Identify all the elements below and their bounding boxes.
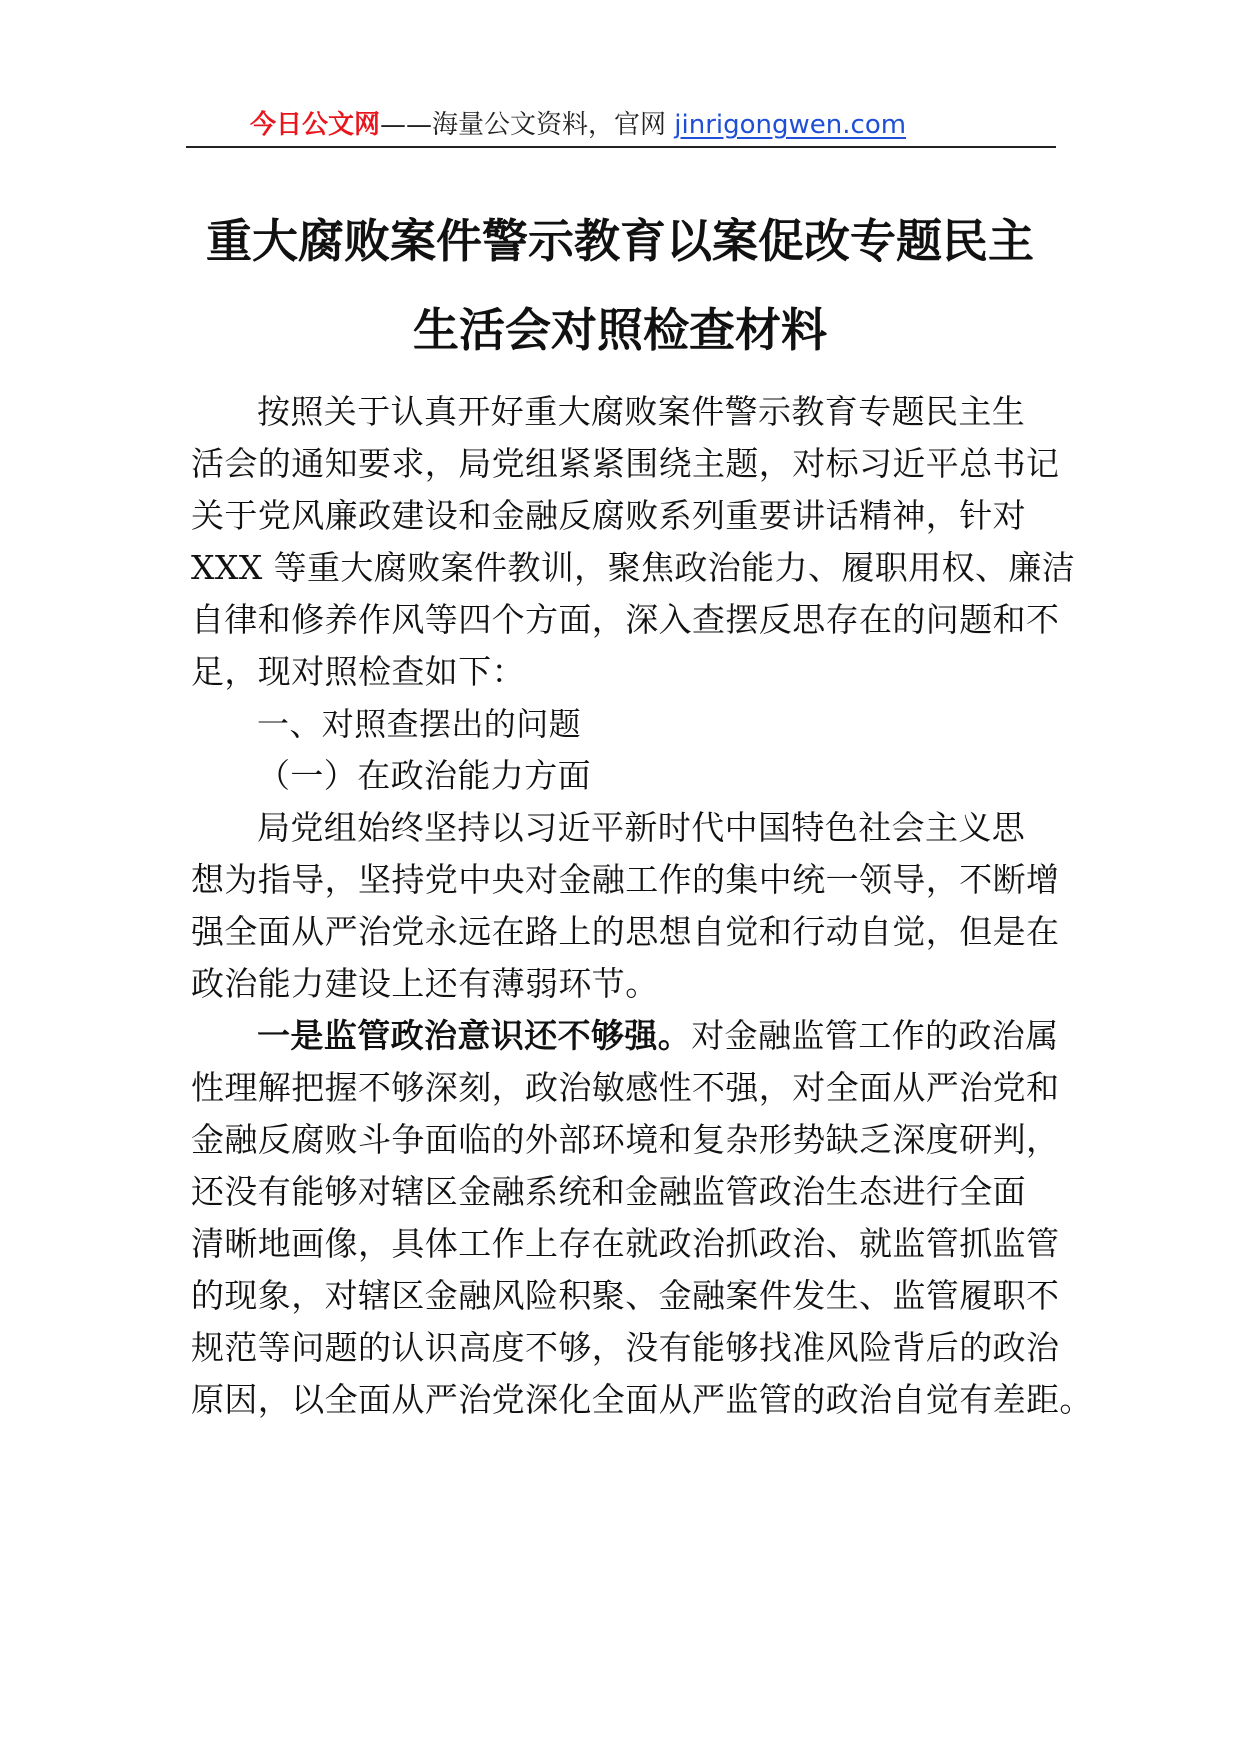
- intro-line: XXX 等重大腐败案件教训，聚焦政治能力、履职用权、廉洁: [191, 548, 1076, 587]
- paragraph-line: 金融反腐败斗争面临的外部环境和复杂形势缺乏深度研判，: [191, 1120, 1060, 1159]
- paragraph-line: 还没有能够对辖区金融系统和金融监管政治生态进行全面: [191, 1172, 1026, 1211]
- brand-name: 今日公文网: [250, 110, 381, 140]
- document-title-line-1: 重大腐败案件警示教育以案促改专题民主: [206, 214, 1034, 268]
- header-tagline: ——海量公文资料，官网: [380, 110, 675, 140]
- paragraph-line: 原因，以全面从严治党深化全面从严监管的政治自觉有差距。: [191, 1380, 1093, 1419]
- page-header: [186, 96, 1056, 146]
- website-link[interactable]: jinrigongwen.com: [674, 110, 907, 140]
- paragraph-line: 性理解把握不够深刻，政治敏感性不强，对全面从严治党和: [191, 1068, 1060, 1107]
- intro-line: 按照关于认真开好重大腐败案件警示教育专题民主生: [257, 392, 1026, 431]
- paragraph-line: 想为指导，坚持党中央对金融工作的集中统一领导，不断增: [191, 860, 1060, 899]
- header-divider: [186, 146, 1056, 148]
- paragraph-lead-rest: 对金融监管工作的政治属: [691, 1016, 1059, 1055]
- intro-line: 足，现对照检查如下：: [191, 652, 525, 691]
- paragraph-line: 强全面从严治党永远在路上的思想自觉和行动自觉，但是在: [191, 912, 1060, 951]
- paragraph-line: 政治能力建设上还有薄弱环节。: [191, 964, 659, 1003]
- paragraph-line: 清晰地画像，具体工作上存在就政治抓政治、就监管抓监管: [191, 1224, 1060, 1263]
- paragraph-line: [257, 1016, 1059, 1056]
- paragraph-line: 的现象，对辖区金融风险积聚、金融案件发生、监管履职不: [191, 1276, 1060, 1315]
- intro-line: 关于党风廉政建设和金融反腐败系列重要讲话精神，针对: [191, 496, 1026, 535]
- subsection-heading: （一）在政治能力方面: [257, 756, 591, 795]
- document-title-line-2: 生活会对照检查材料: [413, 303, 827, 357]
- paragraph-line: 局党组始终坚持以习近平新时代中国特色社会主义思: [257, 808, 1026, 847]
- section-heading: 一、对照查摆出的问题: [257, 705, 582, 743]
- paragraph-line: 规范等问题的认识高度不够，没有能够找准风险背后的政治: [191, 1328, 1060, 1367]
- intro-line: 自律和修养作风等四个方面，深入查摆反思存在的问题和不: [191, 600, 1060, 639]
- intro-line: 活会的通知要求，局党组紧紧围绕主题，对标习近平总书记: [191, 444, 1060, 483]
- paragraph-lead-bold: 一是监管政治意识还不够强。: [257, 1016, 692, 1055]
- header-text: [250, 104, 906, 141]
